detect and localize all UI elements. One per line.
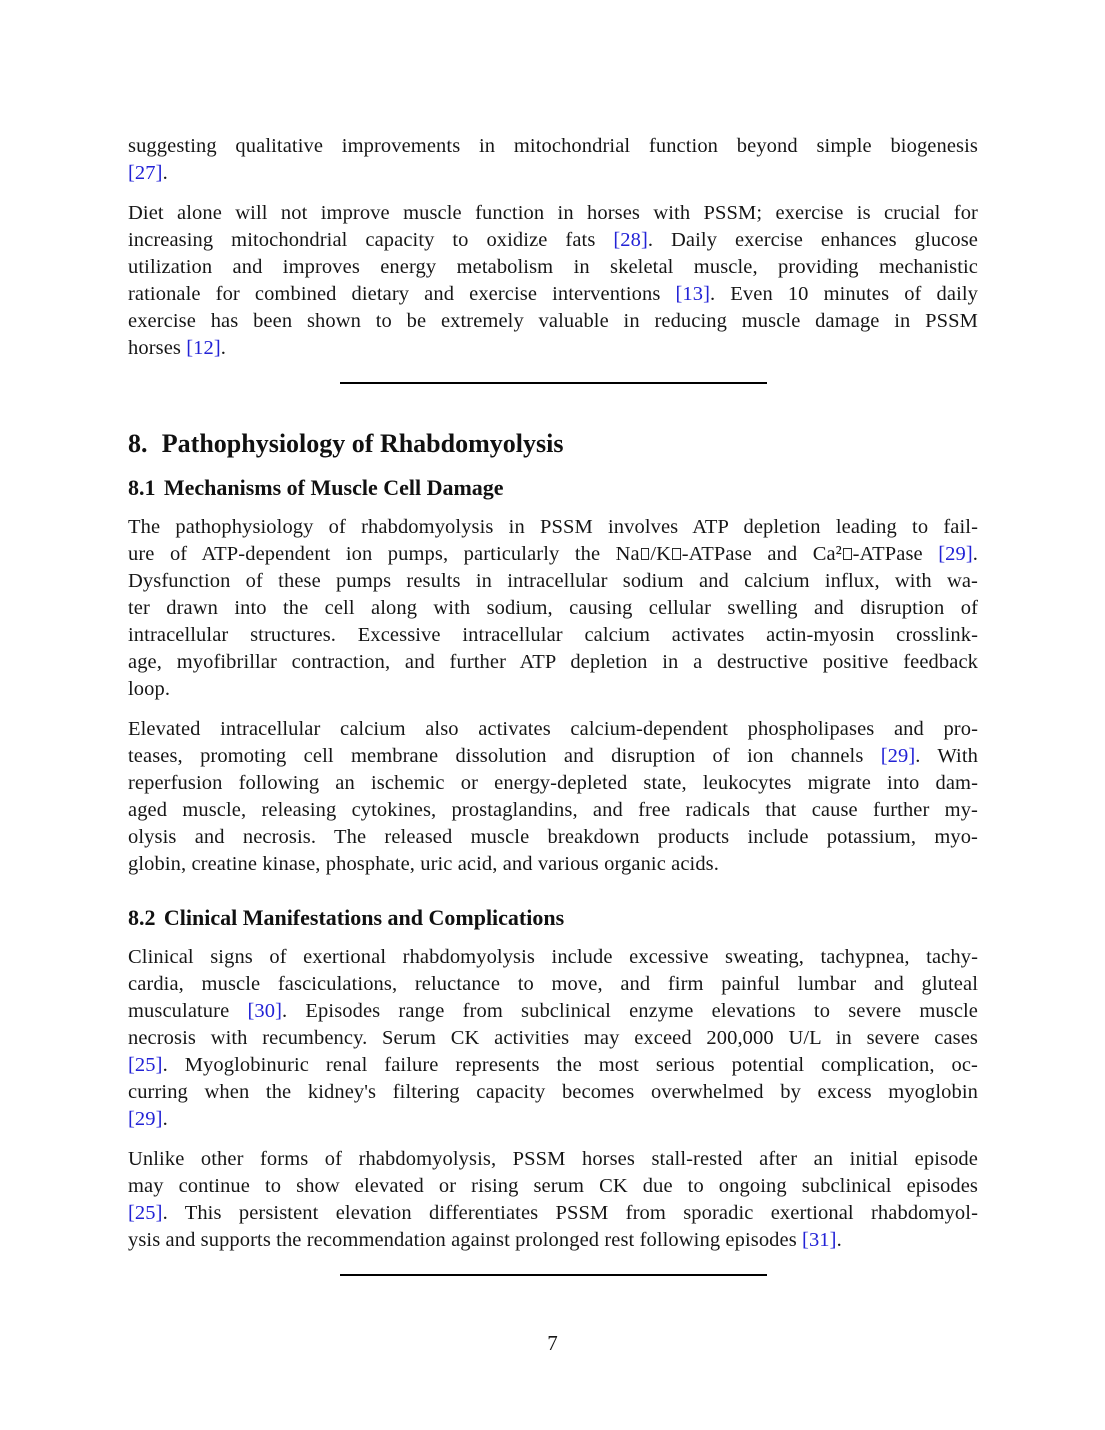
text-line: musculature [30]. Episodes range from subclinical enzyme elevations to severe muscle [128,1000,979,1022]
text-line: increasing mitochondrial capacity to oxidize fats [28]. Daily exercise enhances glucose [128,229,978,251]
page-body [128,0,978,1276]
heading-title: Clinical Manifestations and Complications [163,905,565,930]
text-line: rationale for combined dietary and exercise interventions [13]. Even 10 minutes of daily [128,283,979,305]
text-line: loop. [128,678,171,700]
text-line: Clinical signs of exertional rhabdomyolysis include excessive sweating, tachypnea, tachy- [128,946,978,968]
text-line: age, myofibrillar contraction, and further ATP depletion in a destructive positive feedback [128,651,978,673]
citation-link[interactable]: [27] [128,162,163,184]
heading-number: 8.2 [128,905,156,930]
text-line: Dysfunction of these pumps results in intracellular sodium and calcium influx, with wa- [128,570,978,592]
text-line: curring when the kidney's filtering capacity becomes overwhelmed by excess myoglobin [128,1081,978,1103]
text-line: Elevated intracellular calcium also activates calcium-dependent phospholipases and pro- [128,718,978,740]
subsection-heading [128,904,978,932]
citation-link[interactable]: [29] [938,543,973,565]
subsection-heading [128,474,978,502]
text-line: [27]. [128,162,168,184]
separator-rule [128,1274,978,1276]
separator-rule [128,382,978,384]
citation-link[interactable]: [31] [802,1229,837,1251]
citation-link[interactable]: [29] [128,1108,163,1130]
text-line: Diet alone will not improve muscle function in horses with PSSM; exercise is crucial for [128,202,978,224]
text-line: cardia, muscle fasciculations, reluctance to move, and firm painful lumbar and gluteal [128,973,978,995]
paragraph [128,716,978,878]
text-line: teases, promoting cell membrane dissolution and disruption of ion channels [29]. With [128,745,978,767]
missing-glyph-box [672,548,681,560]
citation-link[interactable]: [25] [128,1202,163,1224]
text-line: horses [12]. [128,337,227,359]
heading-number: 8.1 [128,475,156,500]
page-number: 7 [547,1331,558,1355]
text-line: suggesting qualitative improvements in mitochondrial function beyond simple biogenesis [128,135,978,157]
text-line: utilization and improves energy metabolism in skeletal muscle, providing mechanistic [128,256,978,278]
text-line: [29]. [128,1108,168,1130]
missing-glyph-box [843,548,852,560]
separator-rule-line [340,1274,767,1276]
missing-glyph-box [641,548,650,560]
text-line: Unlike other forms of rhabdomyolysis, PSSM horses stall-rested after an initial episode [128,1148,978,1170]
text-line: globin, creatine kinase, phosphate, uric acid, and various organic acids. [128,853,719,875]
text-line: ter drawn into the cell along with sodium, causing cellular swelling and disruption of [128,597,978,619]
paragraph [128,514,978,703]
paragraph [128,200,978,362]
citation-link[interactable]: [30] [247,1000,283,1022]
citation-link[interactable]: [13] [675,283,711,305]
citation-link[interactable]: [12] [186,337,221,359]
text-line: exercise has been shown to be extremely valuable in reducing muscle damage in PSSM [128,310,978,332]
paragraph [128,944,978,1133]
text-line: olysis and necrosis. The released muscle breakdown products include potassium, myo- [128,826,978,848]
text-line: The pathophysiology of rhabdomyolysis in PSSM involves ATP depletion leading to fail- [128,516,978,538]
text-line: aged muscle, releasing cytokines, prostaglandins, and free radicals that cause further my- [128,799,978,821]
heading-title: Mechanisms of Muscle Cell Damage [163,475,504,500]
heading-number: 8. [128,429,148,458]
text-line: necrosis with recumbency. Serum CK activities may exceed 200,000 U/L in severe cases [128,1027,978,1049]
paragraph [128,1146,978,1254]
text-line: may continue to show elevated or rising serum CK due to ongoing subclinical episodes [128,1175,978,1197]
citation-link[interactable]: [28] [613,229,648,251]
text-line: intracellular structures. Excessive intracellular calcium activates actin-myosin crosslink- [128,624,978,646]
text-line: [25]. Myoglobinuric renal failure represents the most serious potential complication, oc- [128,1054,978,1076]
text-line: reperfusion following an ischemic or energy-depleted state, leukocytes migrate into dam- [128,772,978,794]
citation-link[interactable]: [29] [880,745,916,767]
text-line: ure of ATP-dependent ion pumps, particularly the Na /K -ATPase and Ca² -ATPase [29]. [128,543,978,565]
separator-rule-line [340,382,767,384]
paragraph [128,133,978,187]
heading-title: Pathophysiology of Rhabdomyolysis [161,429,564,458]
section-heading [128,427,978,461]
citation-link[interactable]: [25] [128,1054,163,1076]
text-line: [25]. This persistent elevation differentiates PSSM from sporadic exertional rhabdomyol- [128,1202,978,1224]
text-line: ysis and supports the recommendation against prolonged rest following episodes [31]. [128,1229,842,1251]
